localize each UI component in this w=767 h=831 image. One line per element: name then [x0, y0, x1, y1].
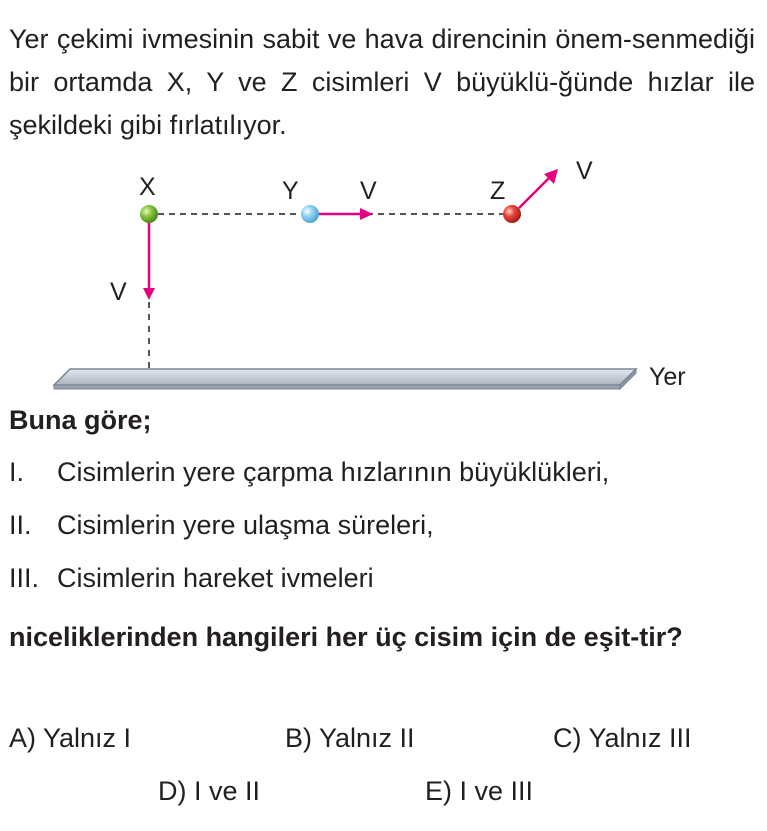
z-velocity-label: V: [576, 157, 593, 185]
problem-intro: Yer çekimi ivmesinin sabit ve hava direncinin önem-senmediği bir ortamda X, Y ve Z cisimleri V büyüklü-ğünde hızlar ile şekildeki gibi fırlatılıyor.: [9, 24, 755, 140]
statement-1-number: I.: [9, 457, 25, 487]
prompt: Buna göre;: [9, 405, 152, 435]
choice-c[interactable]: C) Yalnız III: [553, 723, 692, 753]
statement-2: [9, 508, 434, 542]
statement-3-number: III.: [9, 563, 40, 593]
ground-slab-edge: [54, 385, 620, 389]
z-ball: [503, 205, 521, 223]
choice-e[interactable]: E) I ve III: [425, 776, 534, 806]
z-velocity-arrow: [519, 177, 550, 208]
statement-1: [9, 455, 609, 489]
x-velocity-label: V: [110, 278, 127, 306]
statement-2-number: II.: [9, 510, 32, 540]
x-velocity-arrowhead: [143, 288, 155, 300]
statement-2-text: Cisimlerin yere ulaşma süreleri,: [57, 510, 434, 540]
motion-figure: [0, 150, 767, 410]
statement-1-text: Cisimlerin yere çarpma hızlarının büyüklükleri,: [57, 457, 610, 487]
z-label: Z: [490, 177, 506, 205]
ground-label: Yer: [649, 363, 686, 391]
question: niceliklerinden hangileri her üç cisim için de eşit-tir?: [9, 622, 683, 652]
choice-a[interactable]: A) Yalnız I: [9, 723, 132, 753]
statement-3-text: Cisimlerin hareket ivmeleri: [57, 563, 374, 593]
statement-3: [9, 561, 374, 595]
x-ball: [140, 205, 158, 223]
y-ball: [301, 205, 319, 223]
x-label: X: [139, 173, 156, 201]
y-velocity-label: V: [360, 177, 377, 205]
y-velocity-arrowhead: [360, 208, 373, 220]
choice-d[interactable]: D) I ve II: [158, 776, 261, 806]
choice-b[interactable]: B) Yalnız II: [285, 723, 415, 753]
ground-slab: [54, 369, 636, 385]
y-label: Y: [282, 177, 299, 205]
